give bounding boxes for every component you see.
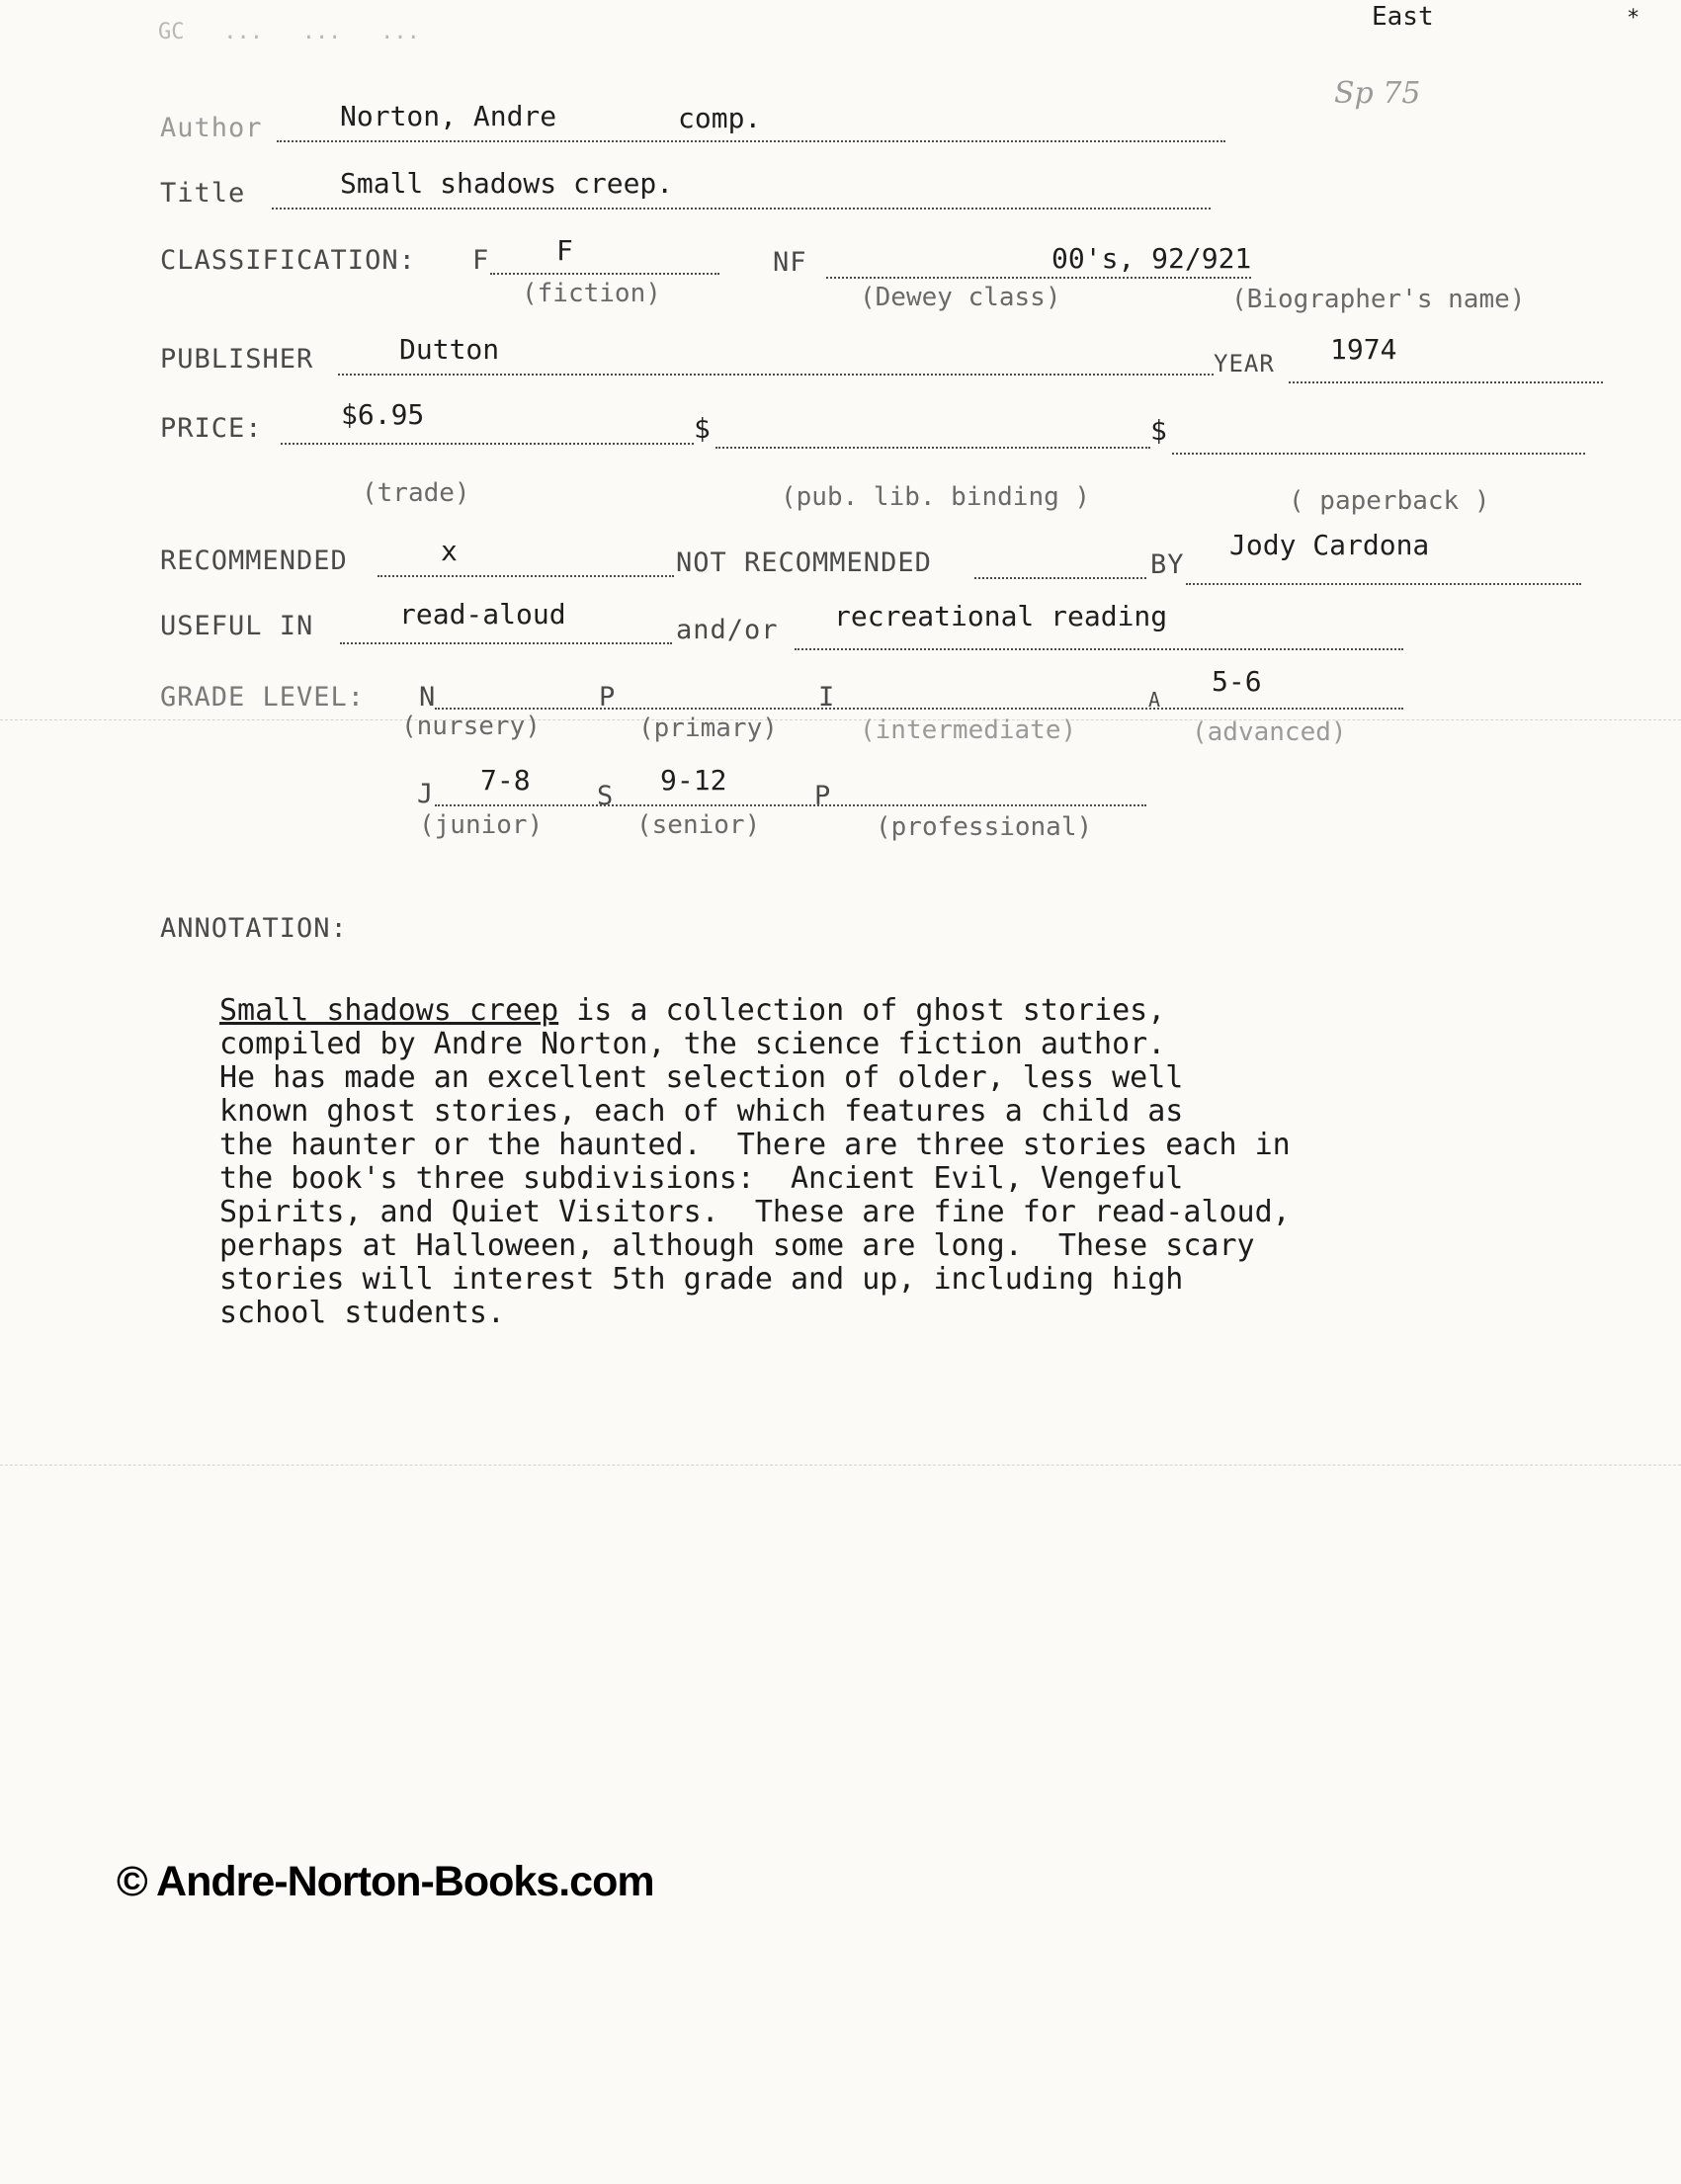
paper-fold-line bbox=[0, 1465, 1681, 1466]
paperback-price-rule bbox=[1172, 453, 1585, 455]
nursery-sub: (nursery) bbox=[401, 712, 541, 741]
not-recommended-rule bbox=[974, 577, 1146, 579]
professional-sub: (professional) bbox=[876, 812, 1093, 842]
nonfiction-letter: NF bbox=[773, 247, 807, 278]
paper-fold-line bbox=[0, 719, 1681, 720]
reviewer-rule bbox=[1186, 583, 1581, 585]
year-value: 1974 bbox=[1330, 333, 1397, 366]
publisher-value: Dutton bbox=[399, 333, 500, 366]
grade-a-value: 5-6 bbox=[1212, 665, 1262, 698]
trade-price-rule bbox=[281, 443, 694, 445]
annotation-body bbox=[219, 994, 1465, 1330]
trade-sub: (trade) bbox=[362, 478, 470, 508]
annotation-line: the haunter or the haunted. There are three stories each in bbox=[219, 1128, 1291, 1162]
grade-n-letter: N bbox=[419, 682, 437, 713]
annotation-label: ANNOTATION: bbox=[160, 913, 348, 944]
annotation-line-1-rest: is a collection of ghost stories, bbox=[558, 993, 1166, 1028]
recommended-rule bbox=[378, 575, 674, 577]
title-value: Small shadows creep. bbox=[340, 167, 674, 200]
price-label: PRICE: bbox=[160, 413, 263, 444]
paperback-dollar: $ bbox=[1150, 414, 1167, 447]
title-rule bbox=[272, 208, 1211, 210]
author-rule bbox=[277, 140, 1225, 142]
useful-value-2: recreational reading bbox=[834, 600, 1168, 632]
grade-rule bbox=[435, 708, 1403, 710]
fiction-sub: (fiction) bbox=[522, 279, 661, 308]
classification-label: CLASSIFICATION: bbox=[160, 245, 416, 276]
annotation-book-title: Small shadows creep bbox=[219, 993, 559, 1028]
publisher-rule bbox=[338, 374, 1214, 376]
senior-sub: (senior) bbox=[636, 810, 761, 840]
not-recommended-label: NOT RECOMMENDED bbox=[676, 547, 932, 578]
year-rule bbox=[1289, 381, 1603, 383]
grade-p-letter: P bbox=[599, 682, 617, 713]
nonfiction-value: 00's, 92/921 bbox=[1051, 242, 1252, 275]
library-dollar: $ bbox=[694, 412, 711, 445]
recommended-label: RECOMMENDED bbox=[160, 546, 348, 576]
annotation-line: compiled by Andre Norton, the science fiction author. bbox=[219, 1027, 1166, 1061]
fiction-letter: F bbox=[472, 245, 490, 276]
junior-sub: (junior) bbox=[419, 810, 544, 840]
faint-header-text: GC ... ... ... bbox=[158, 20, 420, 44]
intermediate-sub: (intermediate) bbox=[860, 715, 1077, 745]
annotation-line: known ghost stories, each of which features a child as bbox=[219, 1094, 1184, 1129]
library-price-rule bbox=[715, 447, 1150, 449]
paperback-sub: ( paperback ) bbox=[1289, 486, 1490, 516]
useful-rule-1 bbox=[340, 642, 672, 644]
grade-j-letter: J bbox=[417, 779, 435, 809]
annotation-line: the book's three subdivisions: Ancient Evil, Vengeful bbox=[219, 1161, 1184, 1196]
annotation-line: stories will interest 5th grade and up, including high bbox=[219, 1262, 1184, 1297]
corner-mark: East bbox=[1372, 2, 1434, 32]
trade-price-value: $6.95 bbox=[341, 398, 425, 431]
by-label: BY bbox=[1150, 549, 1185, 580]
grade-pro-letter: P bbox=[814, 781, 832, 811]
author-extra: comp. bbox=[678, 102, 762, 134]
annotation-line: school students. bbox=[219, 1296, 505, 1330]
fiction-value: F bbox=[556, 234, 573, 267]
reviewer-name: Jody Cardona bbox=[1229, 529, 1430, 561]
and-or-label: and/or bbox=[676, 615, 779, 645]
biographer-sub: (Biographer's name) bbox=[1231, 285, 1526, 314]
advanced-sub: (advanced) bbox=[1192, 717, 1347, 747]
handwritten-date: Sp 75 bbox=[1334, 76, 1421, 111]
grade-j-value: 7-8 bbox=[480, 764, 531, 797]
grade-s-letter: S bbox=[597, 781, 615, 811]
dewey-sub: (Dewey class) bbox=[860, 283, 1061, 312]
title-label: Title bbox=[160, 178, 246, 209]
publisher-label: PUBLISHER bbox=[160, 344, 314, 375]
asterisk-mark: * bbox=[1627, 6, 1640, 31]
grade-i-letter: I bbox=[818, 682, 836, 713]
fiction-rule bbox=[490, 273, 719, 275]
useful-in-label: USEFUL IN bbox=[160, 611, 314, 641]
annotation-line bbox=[219, 994, 1465, 1028]
annotation-line: He has made an excellent selection of older, less well bbox=[219, 1060, 1184, 1095]
grade-level-label: GRADE LEVEL: bbox=[160, 682, 366, 713]
annotation-line: Spirits, and Quiet Visitors. These are fine for read-aloud, bbox=[219, 1195, 1291, 1229]
year-label: YEAR bbox=[1214, 350, 1275, 378]
grade-a-letter: A bbox=[1148, 688, 1162, 712]
grade-s-value: 9-12 bbox=[660, 764, 727, 797]
author-label: Author bbox=[160, 113, 263, 143]
copyright-watermark: © Andre-Norton-Books.com bbox=[117, 1858, 654, 1905]
useful-rule-2 bbox=[795, 648, 1403, 650]
useful-value-1: read-aloud bbox=[399, 598, 566, 630]
author-value: Norton, Andre bbox=[340, 100, 557, 132]
grade-rule-2 bbox=[435, 804, 1146, 806]
recommended-value: x bbox=[441, 535, 458, 567]
primary-sub: (primary) bbox=[638, 714, 778, 743]
nonfiction-rule bbox=[826, 277, 1251, 279]
library-binding-sub: (pub. lib. binding ) bbox=[781, 482, 1091, 512]
annotation-line: perhaps at Halloween, although some are long. These scary bbox=[219, 1228, 1255, 1263]
